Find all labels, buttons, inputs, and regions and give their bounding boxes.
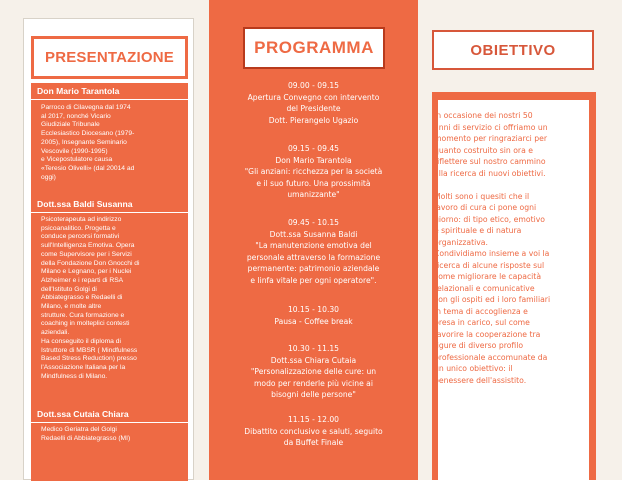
programma-panel <box>209 0 418 480</box>
obiettivo-text: In occasione dei nostri 50 anni di servizio ci offriamo un momento per ringraziarci per quanto costruito sin ora e riflettere sul nostro cammino alla ricerca di nuovi obiettivi. Molti sono i quesiti che il lavoro di cura ci pone ogni giorno: di tipo etico, emotivo e spirituale e di natura organizzativa. Condividiamo insieme a voi la ricerca di alcune risposte sul come migliorare le capacità relazionali e comunicative con gli ospiti ed i loro familiari in tema di accoglienza e presa in carico, sul come favorire la cooperazione tra figure di diverso profilo professionale accomunate da un unico obiettivo: il benessere dell'assistito. <box>434 111 551 385</box>
speaker-bio: Parroco di Cilavegna dal 1974 al 2017, nonché Vicario Giudiziale Tribunale Ecclesiastico Diocesano (1979- 2005), Insegnante Seminario Vescovile (1990-1995) e Vicepostulatore causa «Teresio Olivelli» (dal 20014 ad oggi) <box>41 104 135 181</box>
presentazione-title: PRESENTAZIONE <box>44 49 174 66</box>
speaker-bio: Psicoterapeuta ad indirizzo psicoanalitico. Progetta e conduce percorsi formativi sull'Intelligenza Emotiva. Opera come Supervisore per i Servizi della Fondazione Don Gnocchi di Milano e Legnano, per i Nuclei Alzheimer e i reparti di RSA dell'Istituto Golgi di Abbiategrasso e Redaelli di Milano, e molte altre strutture. Cura formazione e coaching in molteplici contesti aziendali. Ha conseguito il diploma di Istruttore di MBSR ( Mindfulness Based Stress Reduction) presso l'Associazione Italiana per la Mindfulness di Milano. <box>41 216 140 380</box>
presentazione-panel <box>0 0 209 480</box>
programma-heading-box <box>243 27 385 69</box>
programma-title: PROGRAMMA <box>254 38 374 57</box>
obiettivo-panel <box>418 0 622 480</box>
speaker-card-tarantola <box>31 83 188 201</box>
speaker-divider <box>31 99 188 100</box>
program-item: 09.00 - 09.15 Apertura Convegno con intervento del Presidente Dott. Pierangelo Ugazio <box>247 81 380 125</box>
speaker-card-cutaia <box>31 405 188 481</box>
speaker-divider <box>31 422 188 423</box>
speaker-name: Dott.ssa Baldi Susanna <box>37 199 133 209</box>
presentazione-frame <box>23 18 194 480</box>
program-item: 09.15 - 09.45 Don Mario Tarantola "Gli anziani: ricchezza per la società e il suo futuro. Una prossimità umanizzante" <box>244 144 383 199</box>
obiettivo-title: OBIETTIVO <box>470 41 556 59</box>
speaker-name: Don Mario Tarantola <box>37 86 120 96</box>
speaker-bio: Medico Geriatra del Golgi Redaelli di Abbiategrasso (MI) <box>41 426 131 442</box>
speaker-name: Dott.ssa Cutaia Chiara <box>37 409 129 419</box>
presentazione-heading-box <box>31 36 188 79</box>
speaker-card-baldi <box>31 195 188 412</box>
speaker-divider <box>31 212 188 213</box>
program-item: 10.30 - 11.15 Dott.ssa Chiara Cutaia "Personalizzazione delle cure: un modo per renderle più vicine ai bisogni delle persone" <box>250 344 377 399</box>
program-item: 10.15 - 10.30 Pausa - Coffee break <box>274 305 353 326</box>
obiettivo-heading-box <box>432 30 594 70</box>
program-item: 09.45 - 10.15 Dott.ssa Susanna Baldi "La manutenzione emotiva del personale attraverso la formazione permanente: patrimonio aziendale e linfa vitale per ogni operatore". <box>246 218 381 285</box>
program-item: 11.15 - 12.00 Dibattito conclusivo e saluti, seguito da Buffet Finale <box>244 415 383 447</box>
